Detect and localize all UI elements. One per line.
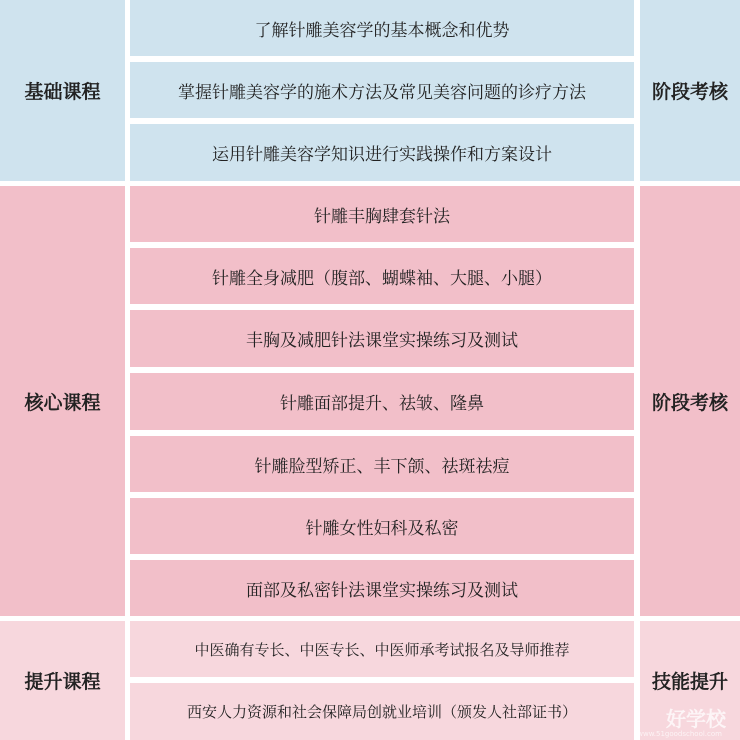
assessment-upgrade: 技能提升 [640, 621, 740, 740]
course-item: 了解针雕美容学的基本概念和优势 [130, 0, 634, 56]
course-item: 针雕面部提升、祛皱、隆鼻 [130, 373, 634, 430]
category-upgrade: 提升课程 [0, 621, 125, 740]
category-core: 核心课程 [0, 186, 125, 616]
course-item: 丰胸及减肥针法课堂实操练习及测试 [130, 310, 634, 367]
course-item: 中医确有专长、中医专长、中医师承考试报名及导师推荐 [130, 621, 634, 677]
watermark-logo: 好学校 [666, 707, 726, 731]
category-basic: 基础课程 [0, 0, 125, 181]
course-item: 针雕全身减肥（腹部、蝴蝶袖、大腿、小腿） [130, 248, 634, 304]
watermark-url: www.51goodschool.com [637, 730, 722, 738]
course-item: 针雕女性妇科及私密 [130, 498, 634, 554]
course-item: 西安人力资源和社会保障局创就业培训（颁发人社部证书） [130, 683, 634, 740]
course-item: 运用针雕美容学知识进行实践操作和方案设计 [130, 124, 634, 181]
course-item: 面部及私密针法课堂实操练习及测试 [130, 560, 634, 616]
course-item: 掌握针雕美容学的施术方法及常见美容问题的诊疗方法 [130, 62, 634, 118]
course-item: 针雕脸型矫正、丰下颌、祛斑祛痘 [130, 436, 634, 492]
assessment-core: 阶段考核 [640, 186, 740, 616]
course-item: 针雕丰胸肆套针法 [130, 186, 634, 242]
assessment-basic: 阶段考核 [640, 0, 740, 181]
